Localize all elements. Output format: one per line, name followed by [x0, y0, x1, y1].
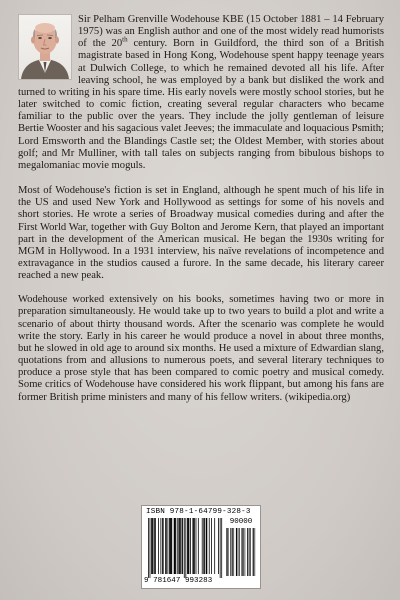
addon-digits: 90000	[229, 518, 253, 526]
addon-bar	[232, 528, 233, 576]
addon-bar	[248, 528, 249, 576]
author-portrait	[18, 14, 72, 80]
isbn-barcode	[141, 505, 261, 589]
barcode-bar	[185, 518, 186, 578]
barcode-bar	[158, 518, 159, 574]
barcode-bar	[175, 518, 176, 574]
barcode-bar	[175, 518, 176, 574]
addon-bar	[226, 528, 227, 576]
addon-bar	[245, 528, 246, 576]
isbn-label: ISBN 978-1-64799-328-3	[146, 508, 251, 516]
barcode-bar	[221, 518, 222, 578]
barcode-bar	[160, 518, 161, 574]
barcode-bar	[154, 518, 155, 574]
barcode-bar	[203, 518, 204, 574]
barcode-bar	[151, 518, 152, 574]
barcode-bar	[152, 518, 153, 574]
barcode-bar	[171, 518, 172, 574]
barcode-bar	[153, 518, 154, 574]
barcode-bar	[206, 518, 207, 574]
barcode-bar	[166, 518, 167, 574]
barcode-bar	[170, 518, 171, 574]
barcode-bar	[194, 518, 195, 574]
barcode-bar	[189, 518, 190, 574]
addon-bar	[232, 528, 233, 576]
author-biography	[18, 14, 384, 416]
barcode-bar	[150, 518, 151, 578]
barcode-bar	[162, 518, 163, 574]
barcode-bar	[209, 518, 210, 574]
barcode-bar	[184, 518, 185, 578]
barcode-bar	[168, 518, 169, 574]
barcode-bar	[190, 518, 191, 574]
barcode-bar	[182, 518, 183, 574]
addon-bar	[243, 528, 244, 576]
barcode-bar	[204, 518, 205, 574]
addon-bar	[236, 528, 237, 576]
addon-bar	[242, 528, 243, 576]
addon-bar	[253, 528, 254, 576]
barcode-bar	[179, 518, 180, 574]
barcode-bar	[169, 518, 170, 574]
addon-bar	[227, 528, 228, 576]
biography-paragraph-3: Wodehouse worked extensively on his books, sometimes having two or more in preparation simultaneously. He would take up to two years to build a plot and write a scenario of about thirty thousand words. After the scenario was complete he would write the story. Early in his career he would produce a novel in about three months, but he slowed in old age to around six months. He used a mixture of Edwardian slang, quotations from and allusions to numerous poets, and several literary techniques to produce a prose style that has been compared to comic poetry and musical comedy. Some critics of Wodehouse have considered his work flippant, but among his fans are former British prime ministers and many of his fellow writers. (wikipedia.org)	[18, 294, 384, 403]
barcode-bar	[192, 518, 193, 574]
addon-bar	[233, 528, 234, 576]
barcode-bar	[207, 518, 208, 574]
addon-bar	[247, 528, 248, 576]
barcode-bar	[188, 518, 189, 574]
addon-bar	[253, 528, 254, 576]
barcode-bar	[155, 518, 156, 574]
addon-bar	[230, 528, 231, 576]
addon-bar	[239, 528, 240, 576]
barcode-bar	[211, 518, 212, 574]
barcode-bar	[196, 518, 197, 574]
barcode-bar	[163, 518, 164, 574]
barcode-bar	[174, 518, 175, 574]
addon-bar	[250, 528, 251, 576]
barcode-bar	[177, 518, 178, 574]
barcode-bar	[180, 518, 181, 574]
barcode-bar	[148, 518, 149, 578]
addon-bar	[249, 528, 250, 576]
barcode-bar	[220, 518, 221, 578]
addon-bar	[228, 528, 229, 576]
barcode-bar	[178, 518, 179, 574]
barcode-bar	[218, 518, 219, 574]
barcode-bar	[171, 518, 172, 574]
biography-paragraph-1: Sir Pelham Grenville Wodehouse KBE (15 October 1881 – 14 February 1975) was an English author and one of the most widely read humorists of the 20th century. Born in Guildford, the third son of a British magistrate based in Hong Kong, Wodehouse spent happy teenage years at Dulwich College, to which he remained devoted all his life. After leaving school, he was employed by a bank but disliked the work and turned to writing in his spare time. His early novels were mostly school stories, but he later switched to comic fiction, creating several regular characters who became familiar to the public over the years. They include the jolly gentleman of leisure Bertie Wooster and his sagacious valet Jeeves; the immaculate and loquacious Psmith; Lord Emsworth and the Blandings Castle set; the Oldest Member, with stories about golf; and Mr Mulliner, with tall tales on subjects ranging from bibulous bishops to megalomaniac movie moguls.	[18, 14, 384, 171]
barcode-bar	[202, 518, 203, 574]
barcode-bar	[193, 518, 194, 574]
barcode-bar	[165, 518, 166, 574]
addon-bar	[242, 528, 243, 576]
barcode-bar	[214, 518, 215, 574]
main-digits: 9 781647 993283	[144, 577, 213, 585]
addon-bar	[237, 528, 238, 576]
biography-paragraph-2: Most of Wodehouse's fiction is set in England, although he spent much of his life in the US and used New York and Hollywood as settings for some of his novels and short stories. He wrote a series of Broadway musical comedies during and after the First World War, together with Guy Bolton and Jerome Kern, that played an important part in the development of the American musical. He began the 1930s writing for MGM in Hollywood. In a 1931 interview, his naïve revelations of incompetence and extravagance in the studios caused a furore. In the same decade, his literary career reached a new peak.	[18, 185, 384, 282]
barcode-bar	[187, 518, 188, 574]
barcode-bar	[198, 518, 199, 574]
addon-bar	[238, 528, 239, 576]
barcode-bar	[182, 518, 183, 574]
addon-bar	[255, 528, 256, 576]
